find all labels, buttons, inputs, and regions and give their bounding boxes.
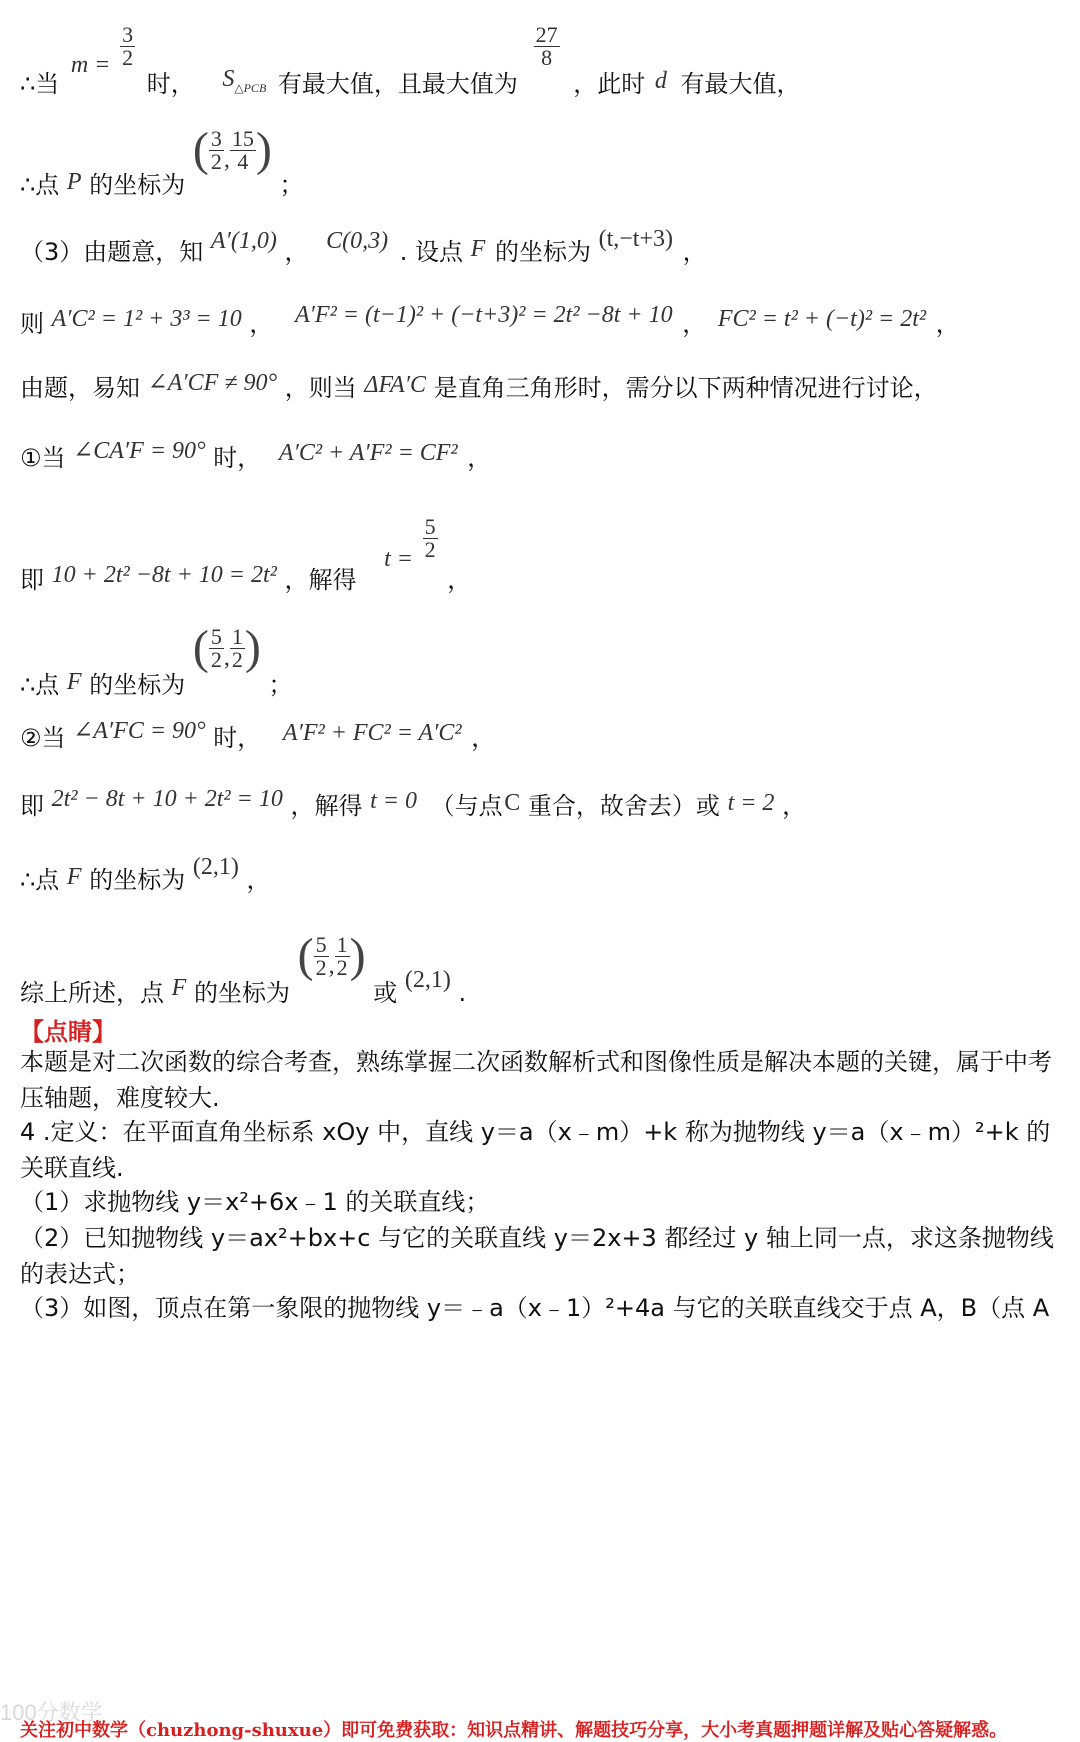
- text: （与点: [430, 792, 503, 820]
- math: F: [66, 864, 82, 890]
- fraction: $\frac{27}{8}$: [535, 22, 558, 70]
- text: 时，: [213, 724, 262, 752]
- text: 的坐标为: [193, 979, 290, 1007]
- line-4: [20, 302, 960, 338]
- text: ，: [249, 310, 274, 338]
- text: .: [458, 979, 467, 1007]
- math: 10 + 2t² −8t + 10 = 2t²: [51, 561, 277, 588]
- text: ，: [782, 792, 807, 820]
- math: A′F² + FC² = A′C²: [282, 720, 462, 746]
- fraction: $\frac{15}{4}$: [231, 125, 254, 174]
- text: ∴点: [20, 171, 60, 199]
- text: 有最大值，: [680, 69, 801, 98]
- question-4-definition: 4 .定义：在平面直角坐标系 xOy 中，直线 y＝a（x﹣m）+k 称为抛物线 y＝a（x﹣m）²+k 的关联直线.: [20, 1118, 1051, 1182]
- math: m =: [70, 51, 111, 78]
- text: 时，: [146, 69, 195, 98]
- text: ①当: [20, 444, 66, 472]
- math: ∠A′CF ≠ 90°: [147, 370, 278, 396]
- fraction: $\frac{5}{2}$: [315, 931, 327, 980]
- text: （3）由题意，知: [20, 238, 204, 266]
- text: ，: [471, 724, 496, 752]
- section-title: 【点睛】: [20, 1018, 116, 1046]
- text: 即: [20, 565, 44, 594]
- text: 的坐标为: [494, 238, 591, 266]
- math: $S_{\triangle PCB}$: [222, 65, 267, 95]
- text: ，解得: [284, 565, 357, 594]
- question-4-part-2: （2）已知抛物线 y＝ax²+bx+c 与它的关联直线 y＝2x+3 都经过 y 轴上同一点，求这条抛物线的表达式；: [20, 1224, 1054, 1288]
- text: 的坐标为: [89, 171, 186, 199]
- text: 是直角三角形时，需分以下两种情况进行讨论，: [433, 374, 938, 402]
- math: A′C² + A′F² = CF²: [278, 440, 458, 466]
- math: ΔFA′C: [364, 372, 426, 398]
- math: ∠CA′F = 90°: [73, 438, 206, 464]
- math: A′F² = (t−1)² + (−t+3)² = 2t² −8t + 10: [295, 302, 673, 328]
- text: 有最大值，且最大值为: [277, 69, 518, 98]
- watermark: 100分数学: [0, 1700, 103, 1725]
- text: 综上所述，点: [20, 979, 164, 1007]
- question-4-part-3: （3）如图，顶点在第一象限的抛物线 y＝﹣a（x﹣1）²+4a 与它的关联直线交于点 A，B（点 A: [20, 1294, 1050, 1322]
- math: C(0,3): [326, 228, 389, 254]
- text: . 设点: [399, 238, 464, 266]
- math: F: [470, 236, 486, 262]
- text: 的坐标为: [89, 671, 186, 699]
- text: ，: [447, 565, 472, 594]
- text: ，此时: [573, 69, 646, 98]
- math: C: [504, 790, 521, 816]
- line-5: [20, 370, 938, 402]
- line-9: [20, 718, 496, 752]
- footer-text: 关注初中数学（chuzhong-shuxue）即可免费获取：知识点精讲、解题技巧分享，大小考真题押题详解及贴心答疑解惑。: [20, 1720, 1008, 1741]
- text: ，: [682, 238, 707, 266]
- line-11: [20, 854, 271, 894]
- line-6: [20, 438, 492, 472]
- math: A′(1,0): [210, 228, 277, 254]
- fraction: $\frac{3}{2}$: [122, 22, 134, 70]
- text: 的坐标为: [89, 866, 186, 894]
- fraction: $\frac{3}{2}$: [210, 125, 222, 174]
- text: 由题，易知: [20, 374, 140, 402]
- text: 则: [20, 310, 44, 338]
- comment-paragraph: 本题是对二次函数的综合考查，熟练掌握二次函数解析式和图像性质是解决本题的关键，属于中考压轴题，难度较大.: [20, 1048, 1052, 1112]
- text: ∴点: [20, 866, 60, 894]
- fraction: $\frac{1}{2}$: [231, 623, 243, 672]
- math: ∠A′FC = 90°: [73, 718, 206, 744]
- text: 即: [20, 792, 44, 820]
- math: 2t² − 8t + 10 + 2t² = 10: [51, 786, 283, 812]
- question-4-part-1: （1）求抛物线 y＝x²+6x﹣1 的关联直线；: [20, 1188, 490, 1216]
- text: ∴当: [20, 69, 60, 98]
- math: F: [66, 669, 82, 695]
- math: P: [66, 169, 82, 195]
- text: ，: [935, 310, 960, 338]
- text: ，则当: [284, 374, 357, 402]
- math: d: [654, 67, 667, 94]
- text: ，: [682, 310, 707, 338]
- math: t = 2: [727, 790, 775, 816]
- line-3: [20, 226, 707, 266]
- math: t =: [384, 545, 413, 572]
- text: ，: [246, 866, 271, 894]
- text: 或: [373, 979, 398, 1007]
- footer-banner: [0, 1712, 1080, 1741]
- text: ，: [284, 238, 309, 266]
- line-10: [20, 786, 807, 820]
- math: F: [171, 975, 187, 1001]
- fraction: $\frac{5}{2}$: [210, 623, 222, 672]
- text: ，: [467, 444, 492, 472]
- text: ；: [279, 171, 304, 199]
- text: 重合，故舍去）或: [527, 792, 720, 820]
- math: (2,1): [404, 967, 451, 993]
- math: A′C² = 1² + 3³ = 10: [51, 306, 242, 332]
- math: FC² = t² + (−t)² = 2t²: [717, 306, 927, 332]
- line-7: [20, 510, 472, 594]
- math: (t,−t+3): [598, 226, 673, 252]
- line-8: ∴点 F 的坐标为 ( $\frac{5}{2}$ , $\frac{1}{2}$ ) ；: [20, 621, 293, 699]
- text: ∴点: [20, 671, 60, 699]
- text: ；: [268, 671, 293, 699]
- text: ，解得: [290, 792, 363, 820]
- text: ②当: [20, 724, 66, 752]
- math: t = 0: [370, 788, 417, 814]
- math: (2,1): [192, 854, 239, 880]
- line-12: 综上所述，点 F 的坐标为 ( $\frac{5}{2}$ , $\frac{1}{2}$ ) 或 (2,1) .: [20, 929, 467, 1007]
- line-1: [20, 20, 801, 98]
- fraction: $\frac{1}{2}$: [336, 931, 348, 980]
- text: 时，: [213, 444, 262, 472]
- fraction: $\frac{5}{2}$: [424, 514, 436, 562]
- line-2: ∴点 P 的坐标为 ( $\frac{3}{2}$ , $\frac{15}{4}$ ) ；: [20, 123, 304, 199]
